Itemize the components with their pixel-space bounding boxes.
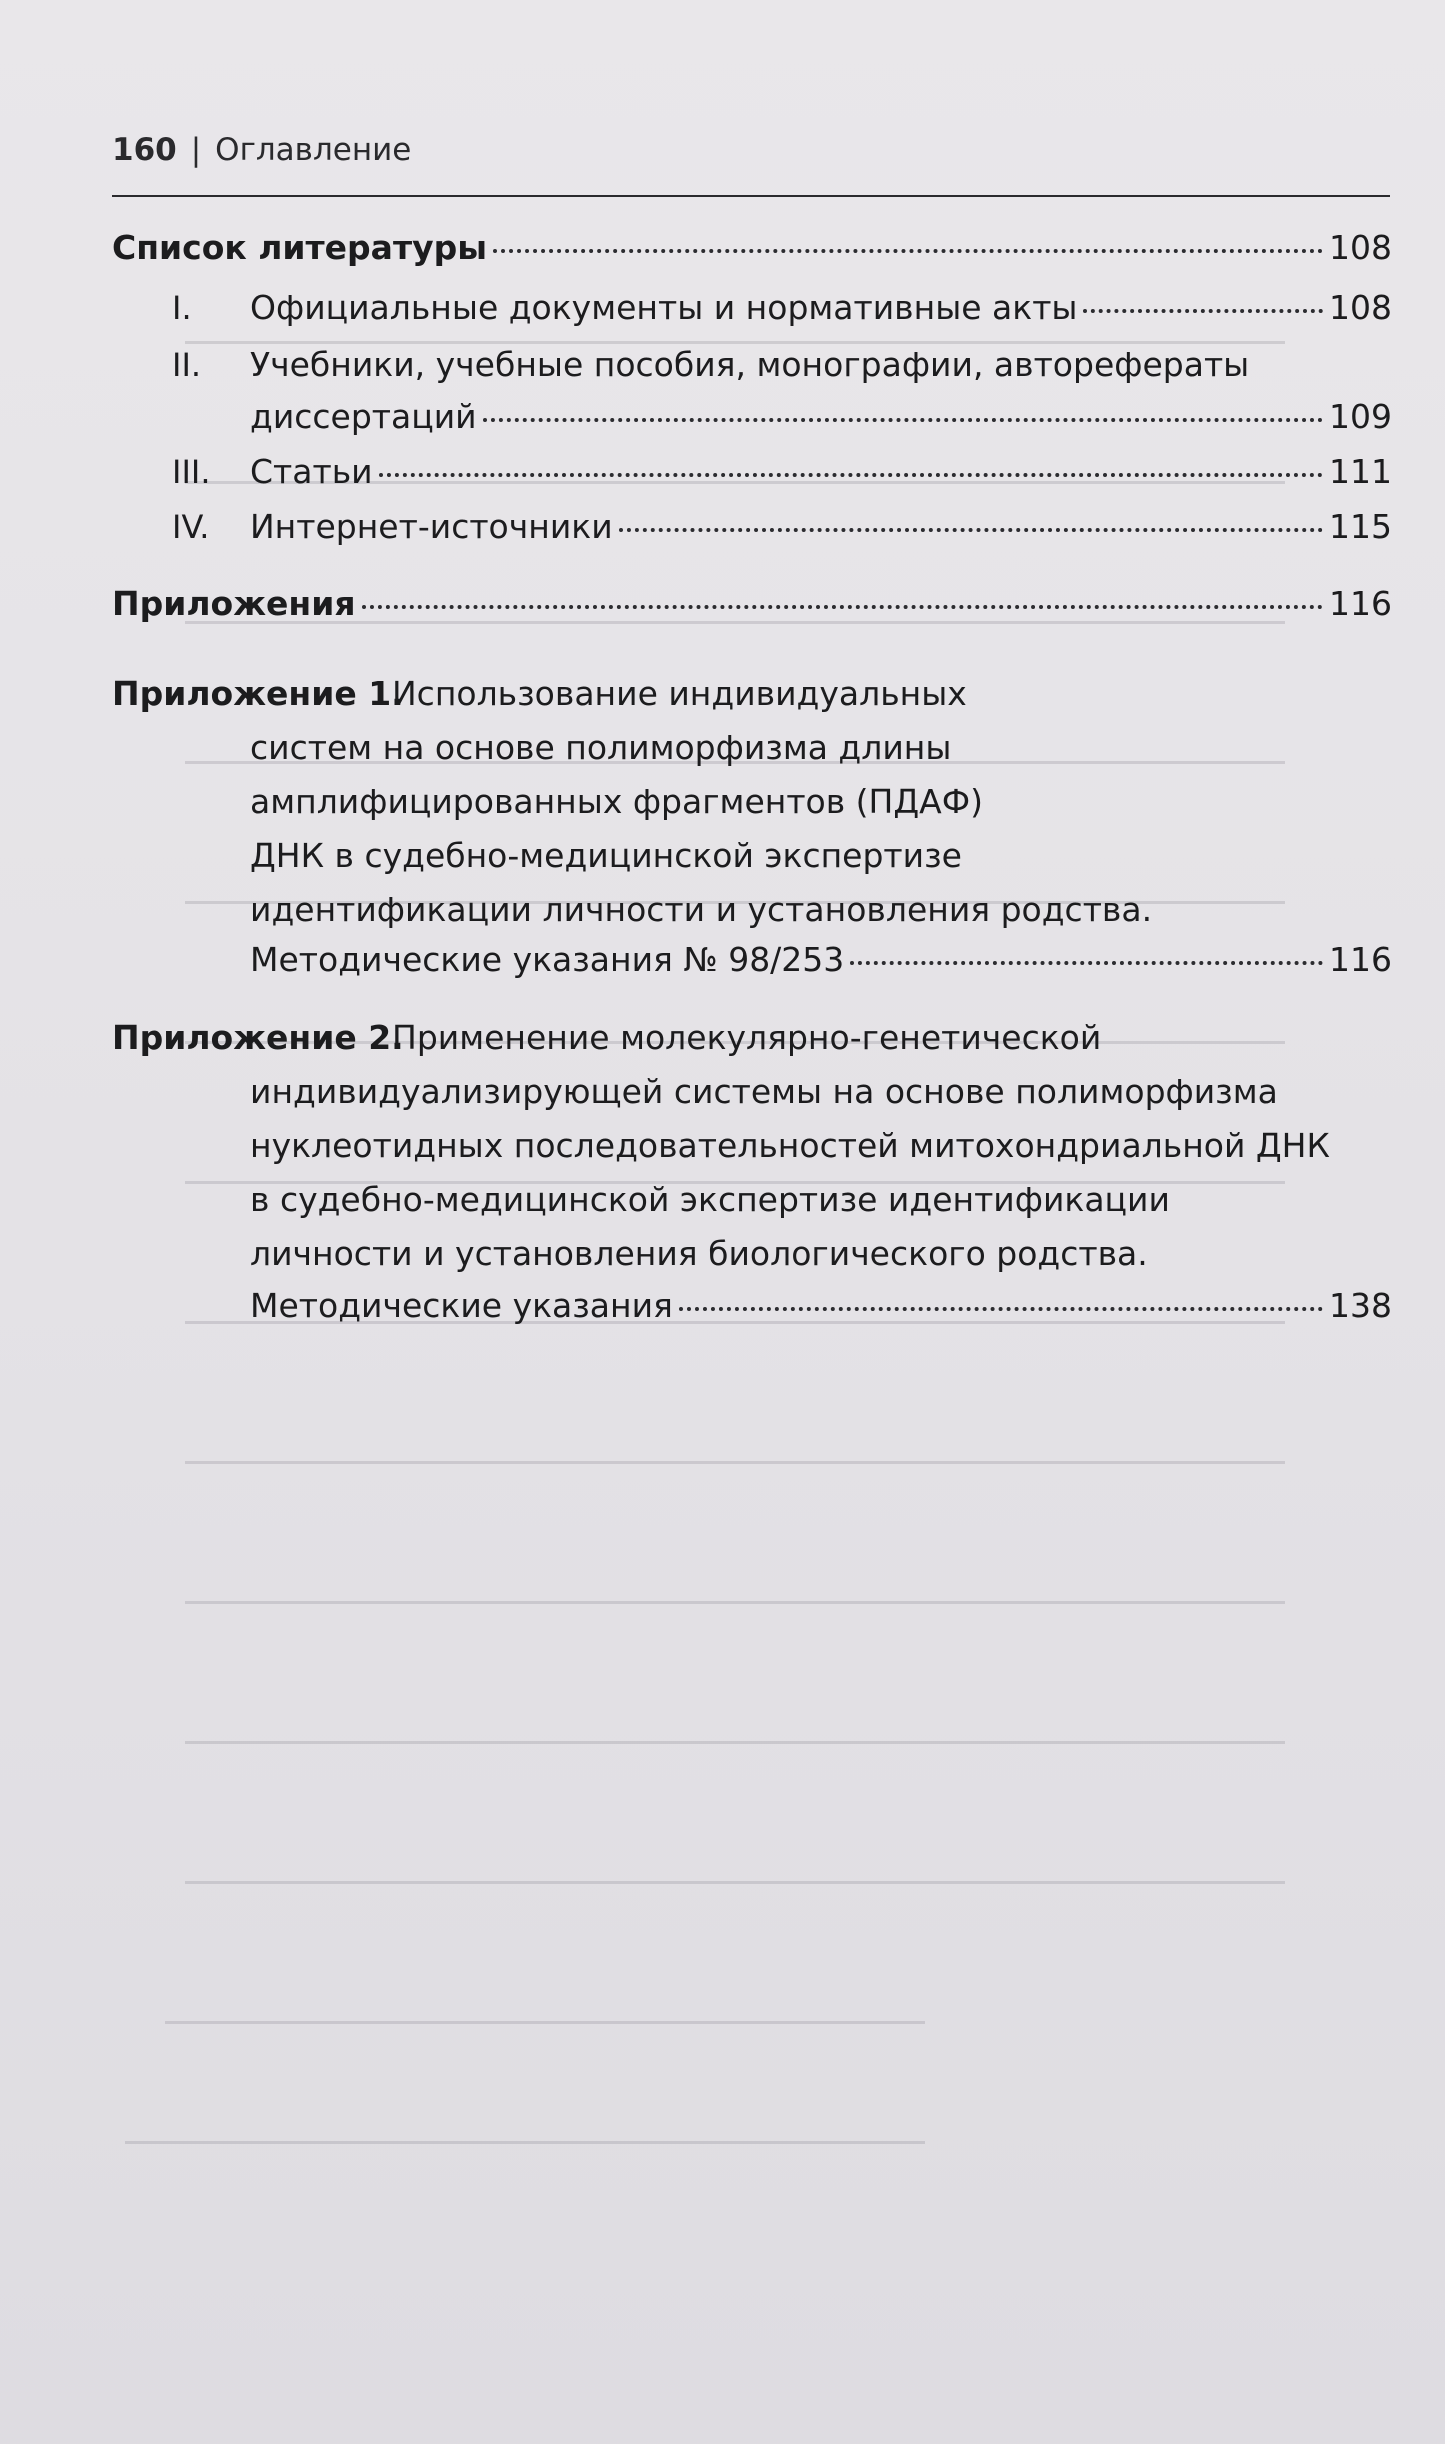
toc-item-numeral: I. — [172, 289, 192, 327]
toc-entry-page: 116 — [1329, 584, 1392, 623]
toc-item-page: 111 — [1329, 452, 1392, 491]
toc-item-title: Интернет-источники — [250, 507, 613, 546]
leader-dots — [493, 249, 1323, 253]
toc-entry-page: 116 — [1329, 940, 1392, 979]
appendix2-title-line: нуклеотидных последовательностей митохондриальной ДНК — [250, 1126, 1330, 1165]
appendix1-label: Приложение 1. — [112, 674, 404, 713]
appendix1-title-line: Использование индивидуальных — [392, 674, 967, 713]
appendix1-title-line: амплифицированных фрагментов (ПДАФ) — [250, 782, 984, 821]
page-number: 160 — [112, 132, 177, 168]
toc-item-page: 115 — [1329, 507, 1392, 546]
appendix2-title-line: Методические указания — [250, 1286, 673, 1325]
toc-entry-page: 138 — [1329, 1286, 1392, 1325]
appendix1-title-line: ДНК в судебно-медицинской экспертизе — [250, 836, 962, 875]
leader-dots — [679, 1307, 1323, 1311]
toc-entry-appendices — [112, 584, 1392, 624]
appendix2-title-line: личности и установления биологического родства. — [250, 1234, 1148, 1273]
toc-entry-bibliography — [112, 228, 1392, 268]
appendix1-title-line: идентификации личности и установления родства. — [250, 890, 1153, 929]
appendix1-title-line: Методические указания № 98/253 — [250, 940, 845, 979]
toc-item-numeral: IV. — [172, 508, 210, 546]
running-header — [112, 132, 411, 168]
toc-item-numeral: III. — [172, 453, 211, 491]
toc-item-official-documents — [250, 288, 1392, 328]
leader-dots — [379, 473, 1323, 477]
toc-item-internet-sources — [250, 507, 1392, 547]
toc-item-textbooks — [250, 397, 1392, 437]
appendix2-title-line: Применение молекулярно-генетической — [392, 1018, 1102, 1057]
toc-item-page: 109 — [1329, 397, 1392, 436]
leader-dots — [619, 528, 1323, 532]
appendix2-label: Приложение 2. — [112, 1018, 404, 1057]
appendix2-title-line: индивидуализирующей системы на основе полиморфизма — [250, 1072, 1278, 1111]
leader-dots — [850, 961, 1323, 965]
appendix2-title-line: в судебно-медицинской экспертизе идентификации — [250, 1180, 1170, 1219]
header-section-title: Оглавление — [215, 132, 412, 168]
toc-entry-title: Список литературы — [112, 228, 488, 267]
toc-entry-page: 108 — [1329, 228, 1392, 267]
toc-item-articles — [250, 452, 1392, 492]
leader-dots — [483, 418, 1323, 422]
header-rule — [112, 195, 1390, 197]
toc-entry-appendix2 — [250, 1286, 1392, 1326]
toc-item-title-line: Учебники, учебные пособия, монографии, авторефераты — [250, 345, 1250, 384]
leader-dots — [362, 605, 1323, 609]
toc-item-page: 108 — [1329, 288, 1392, 327]
toc-entry-title: Приложения — [112, 584, 356, 623]
toc-item-title: Статьи — [250, 452, 373, 491]
header-separator: | — [190, 132, 202, 168]
toc-item-numeral: II. — [172, 346, 202, 384]
leader-dots — [1083, 309, 1323, 313]
toc-item-title: Официальные документы и нормативные акты — [250, 288, 1078, 327]
toc-item-title-line: диссертаций — [250, 397, 477, 436]
toc-entry-appendix1 — [250, 940, 1392, 980]
appendix1-title-line: систем на основе полиморфизма длины — [250, 728, 952, 767]
